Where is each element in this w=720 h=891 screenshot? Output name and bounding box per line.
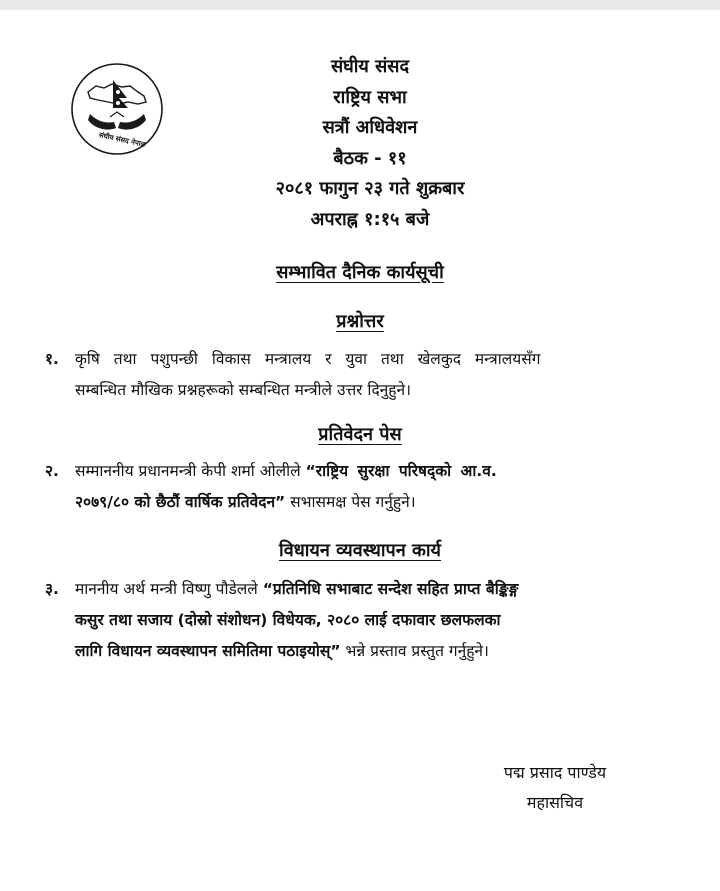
header-line-parliament: संघीय संसद <box>330 56 410 77</box>
signatory-title: महासचिव <box>526 793 584 812</box>
section-heading-question-answer: प्रश्नोत्तर <box>336 311 384 332</box>
agenda-item-3 <box>45 574 665 667</box>
header-line-national-assembly: राष्ट्रिय सभा <box>333 86 407 108</box>
item-1-line-1: कृषि तथा पशुपन्छी विकास मन्त्रालय र युवा तथा खेलकुद मन्त्रालयसँग <box>75 350 541 368</box>
item-number: ३. <box>45 580 59 598</box>
item-2-report-title: “राष्ट्रिय सुरक्षा परिषद्को आ.व. <box>305 462 497 480</box>
item-3-text-end: भन्ने प्रस्ताव प्रस्तुत गर्नुहुने। <box>345 642 489 660</box>
header-line-meeting: बैठक - ११ <box>333 147 407 169</box>
section-heading-report-submission: प्रतिवेदन पेस <box>318 424 402 445</box>
item-2-report-title-cont: २०७९/८० को छैठौं वार्षिक प्रतिवेदन” <box>75 493 286 511</box>
agenda-title: सम्भावित दैनिक कार्यसूची <box>276 262 444 283</box>
header-line-date: २०८१ फागुन २३ गते शुक्रबार <box>275 178 465 199</box>
item-3-bill-title-cont: कसुर तथा सजाय (दोस्रो संशोधन) विधेयक, २०८० लाई दफावार छलफलका <box>75 611 501 629</box>
item-3-bill-title: “प्रतिनिधि सभाबाट सन्देश सहित प्राप्त बैङ्किङ्ग <box>262 580 519 598</box>
parliament-emblem-logo <box>70 62 164 156</box>
document-header <box>180 52 560 235</box>
agenda-item-2 <box>45 456 665 518</box>
header-line-session: सत्रौं अधिवेशन <box>322 117 418 138</box>
item-1-line-2: सम्बन्धित मौखिक प्रश्नहरूको सम्बन्धित मन्त्रीले उत्तर दिनुहुने। <box>75 381 411 399</box>
item-2-text-end: सभासमक्ष पेस गर्नुहुने। <box>290 493 416 511</box>
top-scan-border <box>0 0 720 10</box>
header-line-time: अपराह्न १:१५ बजे <box>310 208 430 230</box>
section-heading-legislative-business: विधायन व्यवस्थापन कार्य <box>279 540 441 561</box>
signatory-name: पद्म प्रसाद पाण्डेय <box>503 763 607 782</box>
item-number: १. <box>45 350 59 368</box>
item-number: २. <box>45 462 59 480</box>
item-3-bill-title-end: लागि विधायन व्यवस्थापन समितिमा पठाइयोस्” <box>75 642 341 660</box>
signature-block <box>455 758 655 818</box>
emblem-caption: संघीय संसद नेपाल <box>98 131 147 149</box>
agenda-item-1 <box>45 344 665 406</box>
item-3-text-plain: माननीय अर्थ मन्त्री विष्णु पौडेलले <box>75 580 258 598</box>
item-2-text-plain: सम्माननीय प्रधानमन्त्री केपी शर्मा ओलीले <box>75 462 301 480</box>
